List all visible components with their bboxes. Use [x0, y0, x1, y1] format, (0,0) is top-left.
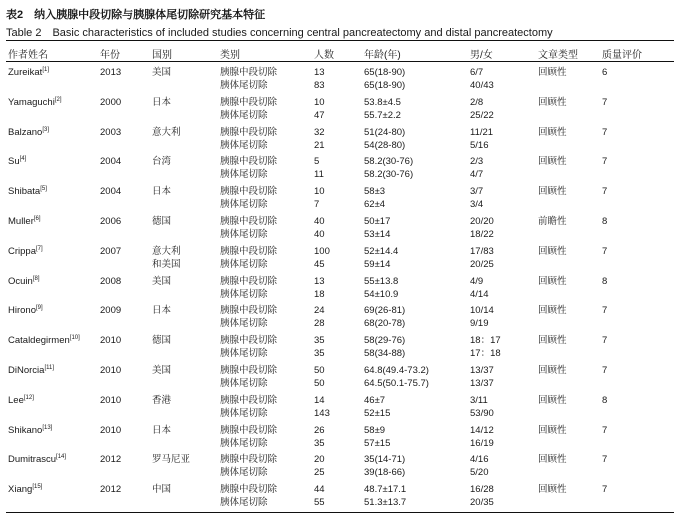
sex-ratio-cell-distal: 5/16: [470, 139, 489, 151]
year-cell: 2008: [100, 275, 122, 287]
category-cell-central: 胰腺中段切除: [220, 156, 278, 168]
count-cell-central: 5: [314, 156, 320, 168]
author-cell: [8, 155, 26, 168]
sex-ratio-cell-distal: 17：18: [470, 348, 501, 360]
count-cell-distal: 25: [314, 467, 325, 479]
table-bottom-rule: [6, 512, 674, 513]
quality-score-cell: 7: [602, 454, 608, 466]
sex-ratio-cell-central: 10/14: [470, 305, 494, 317]
header-sex: 男/女: [470, 50, 493, 61]
count-cell-distal: 55: [314, 497, 325, 509]
table-row: [0, 334, 678, 360]
country-cell: 日本: [152, 305, 172, 317]
country-cell: 意大利: [152, 126, 181, 138]
age-cell-distal: 54(28-80): [364, 139, 406, 151]
table-row: [0, 245, 678, 271]
age-cell-central: 55±13.8: [364, 275, 399, 287]
category-cell-distal: 胰体尾切除: [220, 288, 268, 300]
year-cell: 2010: [100, 394, 122, 406]
article-type-cell: 回顾性: [538, 454, 567, 466]
count-cell-central: 40: [314, 216, 325, 227]
quality-score-cell: 7: [602, 96, 608, 108]
age-cell-central: 58.2(30-76): [364, 156, 414, 168]
age-cell-distal: 64.5(50.1-75.7): [364, 378, 429, 389]
category-cell-central: 胰腺中段切除: [220, 245, 278, 257]
sex-ratio-cell-central: 2/3: [470, 156, 484, 168]
author-reference: [11]: [44, 364, 54, 371]
sex-ratio-cell-distal: 40/43: [470, 80, 494, 91]
author-reference: [5]: [40, 186, 47, 193]
author-name: Shikano: [8, 424, 43, 436]
author-name: Yamaguchi: [8, 96, 55, 108]
author-cell: [8, 394, 34, 407]
article-type-cell: 前瞻性: [538, 216, 567, 227]
header-count: 人数: [314, 50, 334, 61]
age-cell-distal: 57±15: [364, 437, 391, 449]
age-cell-distal: 68(20-78): [364, 318, 406, 330]
country-cell: 中国: [152, 484, 172, 496]
author-reference: [1]: [42, 66, 49, 73]
category-cell-distal: 胰体尾切除: [220, 80, 268, 91]
header-country: 国别: [152, 50, 172, 61]
year-cell: 2007: [100, 245, 122, 257]
count-cell-distal: 47: [314, 109, 325, 121]
count-cell-central: 26: [314, 424, 325, 436]
sex-ratio-cell-distal: 4/14: [470, 288, 489, 300]
count-cell-distal: 21: [314, 139, 325, 151]
age-cell-central: 52±14.4: [364, 245, 399, 257]
author-name: Crippa: [8, 245, 36, 257]
author-cell: [8, 334, 80, 347]
year-cell: 2010: [100, 335, 122, 347]
category-cell-distal: 胰体尾切除: [220, 348, 268, 360]
header-age: 年龄(年): [364, 50, 401, 61]
author-cell: [8, 304, 43, 317]
article-type-cell: 回顾性: [538, 156, 567, 168]
count-cell-distal: 45: [314, 258, 325, 270]
article-type-cell: 回顾性: [538, 394, 567, 406]
category-cell-distal: 胰体尾切除: [220, 467, 268, 479]
author-cell: [8, 185, 47, 198]
author-name: Shibata: [8, 186, 41, 198]
author-name: Dumitrascu: [8, 454, 57, 466]
author-name: Xiang: [8, 484, 33, 496]
country-cell: 香港: [152, 394, 172, 406]
sex-ratio-cell-distal: 4/7: [470, 169, 484, 181]
age-cell-central: 35(14-71): [364, 454, 406, 466]
count-cell-distal: 11: [314, 169, 324, 181]
age-cell-central: 46±7: [364, 394, 386, 406]
age-cell-central: 48.7±17.1: [364, 484, 407, 496]
table-row: [0, 185, 678, 211]
country-cell: 德国: [152, 335, 172, 347]
author-reference: [3]: [42, 126, 50, 133]
author-cell: [8, 126, 49, 139]
author-name: Cataldegirmen: [8, 335, 70, 347]
age-cell-central: 64.8(49.4-73.2): [364, 365, 429, 376]
sex-ratio-cell-central: 3/7: [470, 186, 484, 198]
table-row: [0, 394, 678, 420]
year-cell: 2003: [100, 126, 122, 138]
header-year: 年份: [100, 50, 120, 61]
table-row: [0, 215, 678, 241]
count-cell-central: 50: [314, 365, 325, 376]
sex-ratio-cell-central: 4/9: [470, 275, 484, 287]
year-cell: 2009: [100, 305, 122, 317]
table-row: [0, 275, 678, 301]
author-reference: [15]: [32, 484, 43, 491]
count-cell-distal: 18: [314, 288, 325, 300]
author-cell: [8, 66, 49, 79]
category-cell-central: 胰腺中段切除: [220, 186, 278, 198]
country-cell: 美国: [152, 275, 172, 287]
header-category: 类别: [220, 50, 240, 61]
age-cell-central: 69(26-81): [364, 305, 406, 317]
sex-ratio-cell-central: 11/21: [470, 126, 494, 138]
sex-ratio-cell-distal: 9/19: [470, 318, 489, 330]
year-cell: 2004: [100, 186, 122, 198]
article-type-cell: 回顾性: [538, 484, 567, 496]
author-cell: [8, 245, 43, 258]
count-cell-distal: 50: [314, 378, 325, 389]
header-author: 作者姓名: [8, 50, 48, 61]
count-cell-central: 10: [314, 186, 325, 198]
age-cell-central: 51(24-80): [364, 126, 406, 138]
count-cell-central: 44: [314, 484, 325, 496]
table-row: [0, 126, 678, 152]
age-cell-central: 65(18-90): [364, 67, 406, 78]
country-cell: 罗马尼亚: [152, 454, 191, 466]
author-name: Ocuin: [8, 275, 33, 287]
author-name: Muller: [8, 216, 34, 227]
author-cell: [8, 483, 42, 496]
sex-ratio-cell-central: 6/7: [470, 67, 484, 78]
table-row: [0, 96, 678, 122]
author-reference: [4]: [19, 156, 27, 163]
author-reference: [8]: [32, 275, 40, 282]
category-cell-distal: 胰体尾切除: [220, 378, 268, 389]
age-cell-central: 58±3: [364, 186, 386, 198]
table-row: [0, 453, 678, 479]
author-name: Lee: [8, 394, 24, 406]
quality-score-cell: 7: [602, 305, 608, 317]
category-cell-central: 胰腺中段切除: [220, 394, 278, 406]
age-cell-distal: 53±14: [364, 229, 391, 240]
quality-score-cell: 8: [602, 275, 608, 287]
count-cell-distal: 35: [314, 348, 325, 360]
author-reference: [7]: [36, 245, 43, 252]
age-cell-distal: 65(18-90): [364, 80, 406, 91]
article-type-cell: 回顾性: [538, 126, 567, 138]
article-type-cell: 回顾性: [538, 67, 567, 78]
count-cell-central: 10: [314, 96, 325, 108]
sex-ratio-cell-central: 4/16: [470, 454, 489, 466]
table-row: [0, 424, 678, 450]
sex-ratio-cell-central: 17/83: [470, 245, 494, 257]
article-type-cell: 回顾性: [538, 335, 567, 347]
category-cell-central: 胰腺中段切除: [220, 305, 278, 317]
age-cell-distal: 54±10.9: [364, 288, 399, 300]
sex-ratio-cell-distal: 13/37: [470, 378, 494, 389]
age-cell-distal: 55.7±2.2: [364, 109, 401, 121]
sex-ratio-cell-central: 16/28: [470, 484, 494, 496]
sex-ratio-cell-distal: 20/35: [470, 497, 494, 509]
author-reference: [9]: [36, 305, 43, 312]
category-cell-distal: 胰体尾切除: [220, 497, 268, 509]
age-cell-distal: 58.2(30-76): [364, 169, 414, 181]
country-cell: 台湾: [152, 156, 172, 168]
sex-ratio-cell-distal: 5/20: [470, 467, 489, 479]
table-row: [0, 364, 678, 390]
author-reference: [10]: [69, 335, 80, 342]
country-cell: 美国: [152, 67, 172, 78]
age-cell-central: 58±9: [364, 424, 386, 436]
table-title-cn: 表2 纳入胰腺中段切除与胰腺体尾切除研究基本特征: [6, 9, 266, 21]
year-cell: 2012: [100, 454, 122, 466]
author-reference: [13]: [42, 424, 53, 431]
header-quality-score: 质量评价: [602, 50, 642, 61]
year-cell: 2010: [100, 424, 122, 436]
count-cell-central: 100: [314, 245, 330, 257]
sex-ratio-cell-distal: 20/25: [470, 258, 494, 270]
age-cell-central: 50±17: [364, 216, 391, 227]
category-cell-central: 胰腺中段切除: [220, 365, 278, 376]
count-cell-central: 13: [314, 67, 325, 78]
sex-ratio-cell-distal: 18/22: [470, 229, 494, 240]
author-name: Hirono: [8, 305, 36, 317]
count-cell-distal: 83: [314, 80, 325, 91]
count-cell-central: 20: [314, 454, 325, 466]
author-reference: [2]: [54, 96, 62, 103]
count-cell-central: 24: [314, 305, 325, 317]
quality-score-cell: 7: [602, 365, 608, 376]
category-cell-central: 胰腺中段切除: [220, 275, 278, 287]
author-name: Zureikat: [8, 67, 43, 78]
table-title-en: Table 2 Basic characteristics of included studies concerning central pancreatectomy and distal pancreatectomy: [6, 27, 553, 39]
category-cell-distal: 胰体尾切除: [220, 199, 268, 211]
sex-ratio-cell-central: 3/11: [470, 394, 488, 406]
article-type-cell: 回顾性: [538, 305, 567, 317]
sex-ratio-cell-central: 18：17: [470, 335, 501, 347]
age-cell-central: 53.8±4.5: [364, 96, 401, 108]
author-reference: [14]: [56, 454, 67, 461]
author-name: Su: [8, 156, 20, 168]
category-cell-central: 胰腺中段切除: [220, 216, 278, 227]
sex-ratio-cell-central: 14/12: [470, 424, 494, 436]
category-cell-distal: 胰体尾切除: [220, 109, 268, 121]
category-cell-distal: 胰体尾切除: [220, 407, 268, 419]
article-type-cell: 回顾性: [538, 186, 567, 198]
category-cell-central: 胰腺中段切除: [220, 484, 278, 496]
sex-ratio-cell-distal: 25/22: [470, 109, 494, 121]
count-cell-central: 32: [314, 126, 325, 138]
table-row: [0, 304, 678, 330]
age-cell-distal: 52±15: [364, 407, 391, 419]
author-name: Balzano: [8, 126, 43, 138]
quality-score-cell: 8: [602, 216, 608, 227]
category-cell-central: 胰腺中段切除: [220, 454, 278, 466]
category-cell-central: 胰腺中段切除: [220, 126, 278, 138]
count-cell-distal: 28: [314, 318, 325, 330]
sex-ratio-cell-distal: 3/4: [470, 199, 484, 211]
author-cell: [8, 215, 41, 228]
age-cell-distal: 59±14: [364, 258, 391, 270]
quality-score-cell: 6: [602, 67, 608, 78]
year-cell: 2012: [100, 484, 122, 496]
count-cell-central: 13: [314, 275, 325, 287]
age-cell-distal: 51.3±13.7: [364, 497, 407, 509]
country-cell: 日本: [152, 424, 172, 436]
count-cell-central: 14: [314, 394, 325, 406]
table-row: [0, 155, 678, 181]
table-header-rule: [6, 61, 674, 62]
year-cell: 2010: [100, 365, 122, 376]
count-cell-distal: 7: [314, 199, 320, 211]
table-row: [0, 66, 678, 92]
article-type-cell: 回顾性: [538, 96, 567, 108]
country-cell: 日本: [152, 96, 172, 108]
category-cell-central: 胰腺中段切除: [220, 424, 278, 436]
article-type-cell: 回顾性: [538, 365, 567, 376]
category-cell-distal: 胰体尾切除: [220, 258, 268, 270]
category-cell-distal: 胰体尾切除: [220, 139, 268, 151]
quality-score-cell: 7: [602, 424, 608, 436]
table-row: [0, 483, 678, 509]
category-cell-central: 胰腺中段切除: [220, 67, 278, 78]
quality-score-cell: 8: [602, 394, 608, 406]
country-cell: 日本: [152, 186, 172, 198]
table-top-rule: [6, 40, 674, 41]
sex-ratio-cell-central: 2/8: [470, 96, 484, 108]
category-cell-distal: 胰体尾切除: [220, 229, 268, 240]
category-cell-distal: 胰体尾切除: [220, 318, 268, 330]
author-cell: [8, 96, 62, 109]
quality-score-cell: 7: [602, 126, 608, 138]
country-cell: 德国: [152, 216, 172, 227]
category-cell-distal: 胰体尾切除: [220, 169, 268, 181]
count-cell-distal: 40: [314, 229, 325, 240]
sex-ratio-cell-distal: 53/90: [470, 407, 494, 419]
year-cell: 2006: [100, 216, 122, 227]
age-cell-central: 58(29-76): [364, 335, 406, 347]
category-cell-distal: 胰体尾切除: [220, 437, 268, 449]
age-cell-distal: 39(18-66): [364, 467, 406, 479]
author-name: DiNorcia: [8, 365, 45, 376]
sex-ratio-cell-central: 20/20: [470, 216, 494, 227]
year-cell: 2013: [100, 67, 122, 78]
article-type-cell: 回顾性: [538, 275, 567, 287]
year-cell: 2004: [100, 156, 122, 168]
author-cell: [8, 364, 54, 377]
count-cell-distal: 143: [314, 407, 330, 419]
age-cell-distal: 62±4: [364, 199, 386, 211]
count-cell-central: 35: [314, 335, 325, 347]
age-cell-distal: 58(34-88): [364, 348, 406, 360]
author-reference: [12]: [23, 394, 34, 401]
country-cell-continued: 和美国: [152, 258, 181, 270]
header-article-type: 文章类型: [538, 50, 578, 61]
sex-ratio-cell-distal: 16/19: [470, 437, 494, 449]
category-cell-central: 胰腺中段切除: [220, 96, 278, 108]
author-cell: [8, 453, 66, 466]
article-type-cell: 回顾性: [538, 245, 567, 257]
category-cell-central: 胰腺中段切除: [220, 335, 278, 347]
author-cell: [8, 275, 40, 288]
quality-score-cell: 7: [602, 484, 608, 496]
sex-ratio-cell-central: 13/37: [470, 365, 494, 376]
country-cell: 意大利: [152, 245, 181, 257]
article-type-cell: 回顾性: [538, 424, 567, 436]
year-cell: 2000: [100, 96, 122, 108]
quality-score-cell: 7: [602, 156, 608, 168]
author-cell: [8, 424, 52, 437]
quality-score-cell: 7: [602, 186, 608, 198]
count-cell-distal: 35: [314, 437, 325, 449]
quality-score-cell: 7: [602, 245, 608, 257]
author-reference: [6]: [33, 215, 41, 222]
quality-score-cell: 7: [602, 335, 608, 347]
country-cell: 美国: [152, 365, 172, 376]
